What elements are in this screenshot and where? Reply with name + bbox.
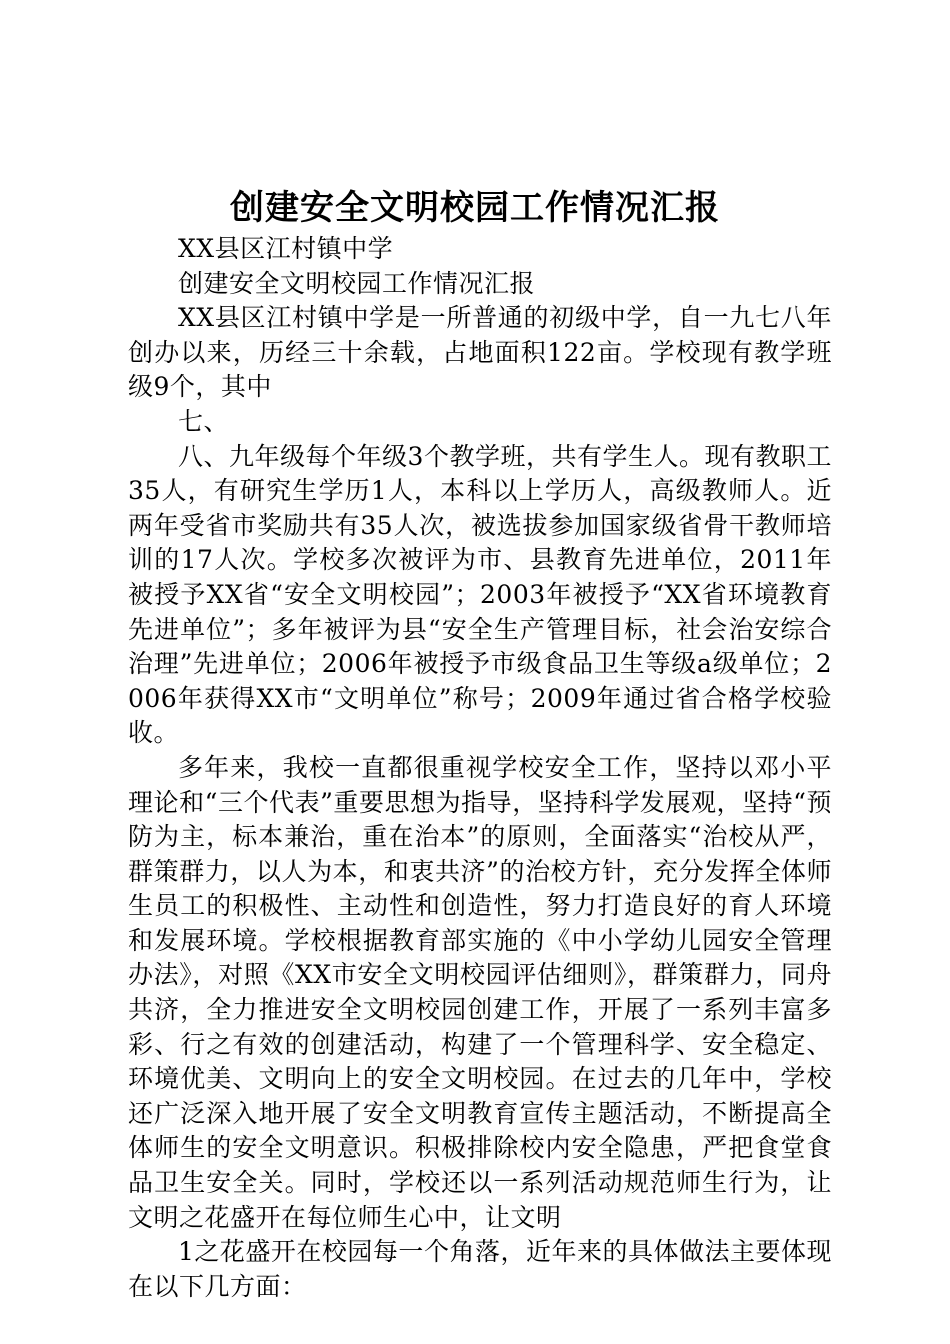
document-title: 创建安全文明校园工作情况汇报 (230, 188, 720, 228)
paragraph-staff-and-honors: 八、九年级每个年级3个教学班，共有学生人。现有教职工35人，有研究生学历1人，本科以上学历人，高级教师人。近两年受省市奖励共有35人次，被选拔参加国家级省骨干教师培训的17人次。学校多次被评为市、县教育先进单位，2011年被授予XX省“安全文明校园”；2003年被授予“XX省环境教育先进单位”；多年被评为县“安全生产管理目标，社会治安综合治理”先进单位；2006年被授予市级食品卫生等级a级单位；2006年获得XX市“文明单位”称号；2009年通过省合格学校验收。 (128, 441, 832, 748)
paragraph-subtitle: 创建安全文明校园工作情况汇报 (178, 268, 536, 298)
paragraph-introduction: XX县区江村镇中学是一所普通的初级中学，自一九七八年创办以来，历经三十余载，占地面积122亩。学校现有教学班级9个，其中 (128, 303, 832, 402)
paragraph-school-name: XX县区江村镇中学 (178, 234, 394, 263)
paragraph-specific-measures: 1之花盛开在校园每一个角落，近年来的具体做法主要体现在以下几方面： (128, 1237, 832, 1301)
paragraph-safety-work: 多年来，我校一直都很重视学校安全工作，坚持以邓小平理论和“三个代表”重要思想为指导，坚持科学发展观，坚持“预防为主，标本兼治，重在治本”的原则，全面落实“治校从严，群策群力，以人为本，和衷共济”的治校方针，充分发挥全体师生员工的积极性、主动性和创造性，努力打造良好的育人环境和发展环境。学校根据教育部实施的《中小学幼儿园安全管理办法》，对照《XX市安全文明校园评估细则》，群策群力，同舟共济，全力推进安全文明校园创建工作，开展了一系列丰富多彩、行之有效的创建活动，构建了一个管理科学、安全稳定、环境优美、文明向上的安全文明校园。在过去的几年中，学校还广泛深入地开展了安全文明教育宣传主题活动，不断提高全体师生的安全文明意识。积极排除校内安全隐患，严把食堂食品卫生安全关。同时，学校还以一系列活动规范师生行为，让文明之花盛开在每位师生心中，让文明 (128, 752, 832, 1232)
document-body (128, 232, 832, 1304)
paragraph-grade-seven: 七、 (178, 406, 230, 436)
